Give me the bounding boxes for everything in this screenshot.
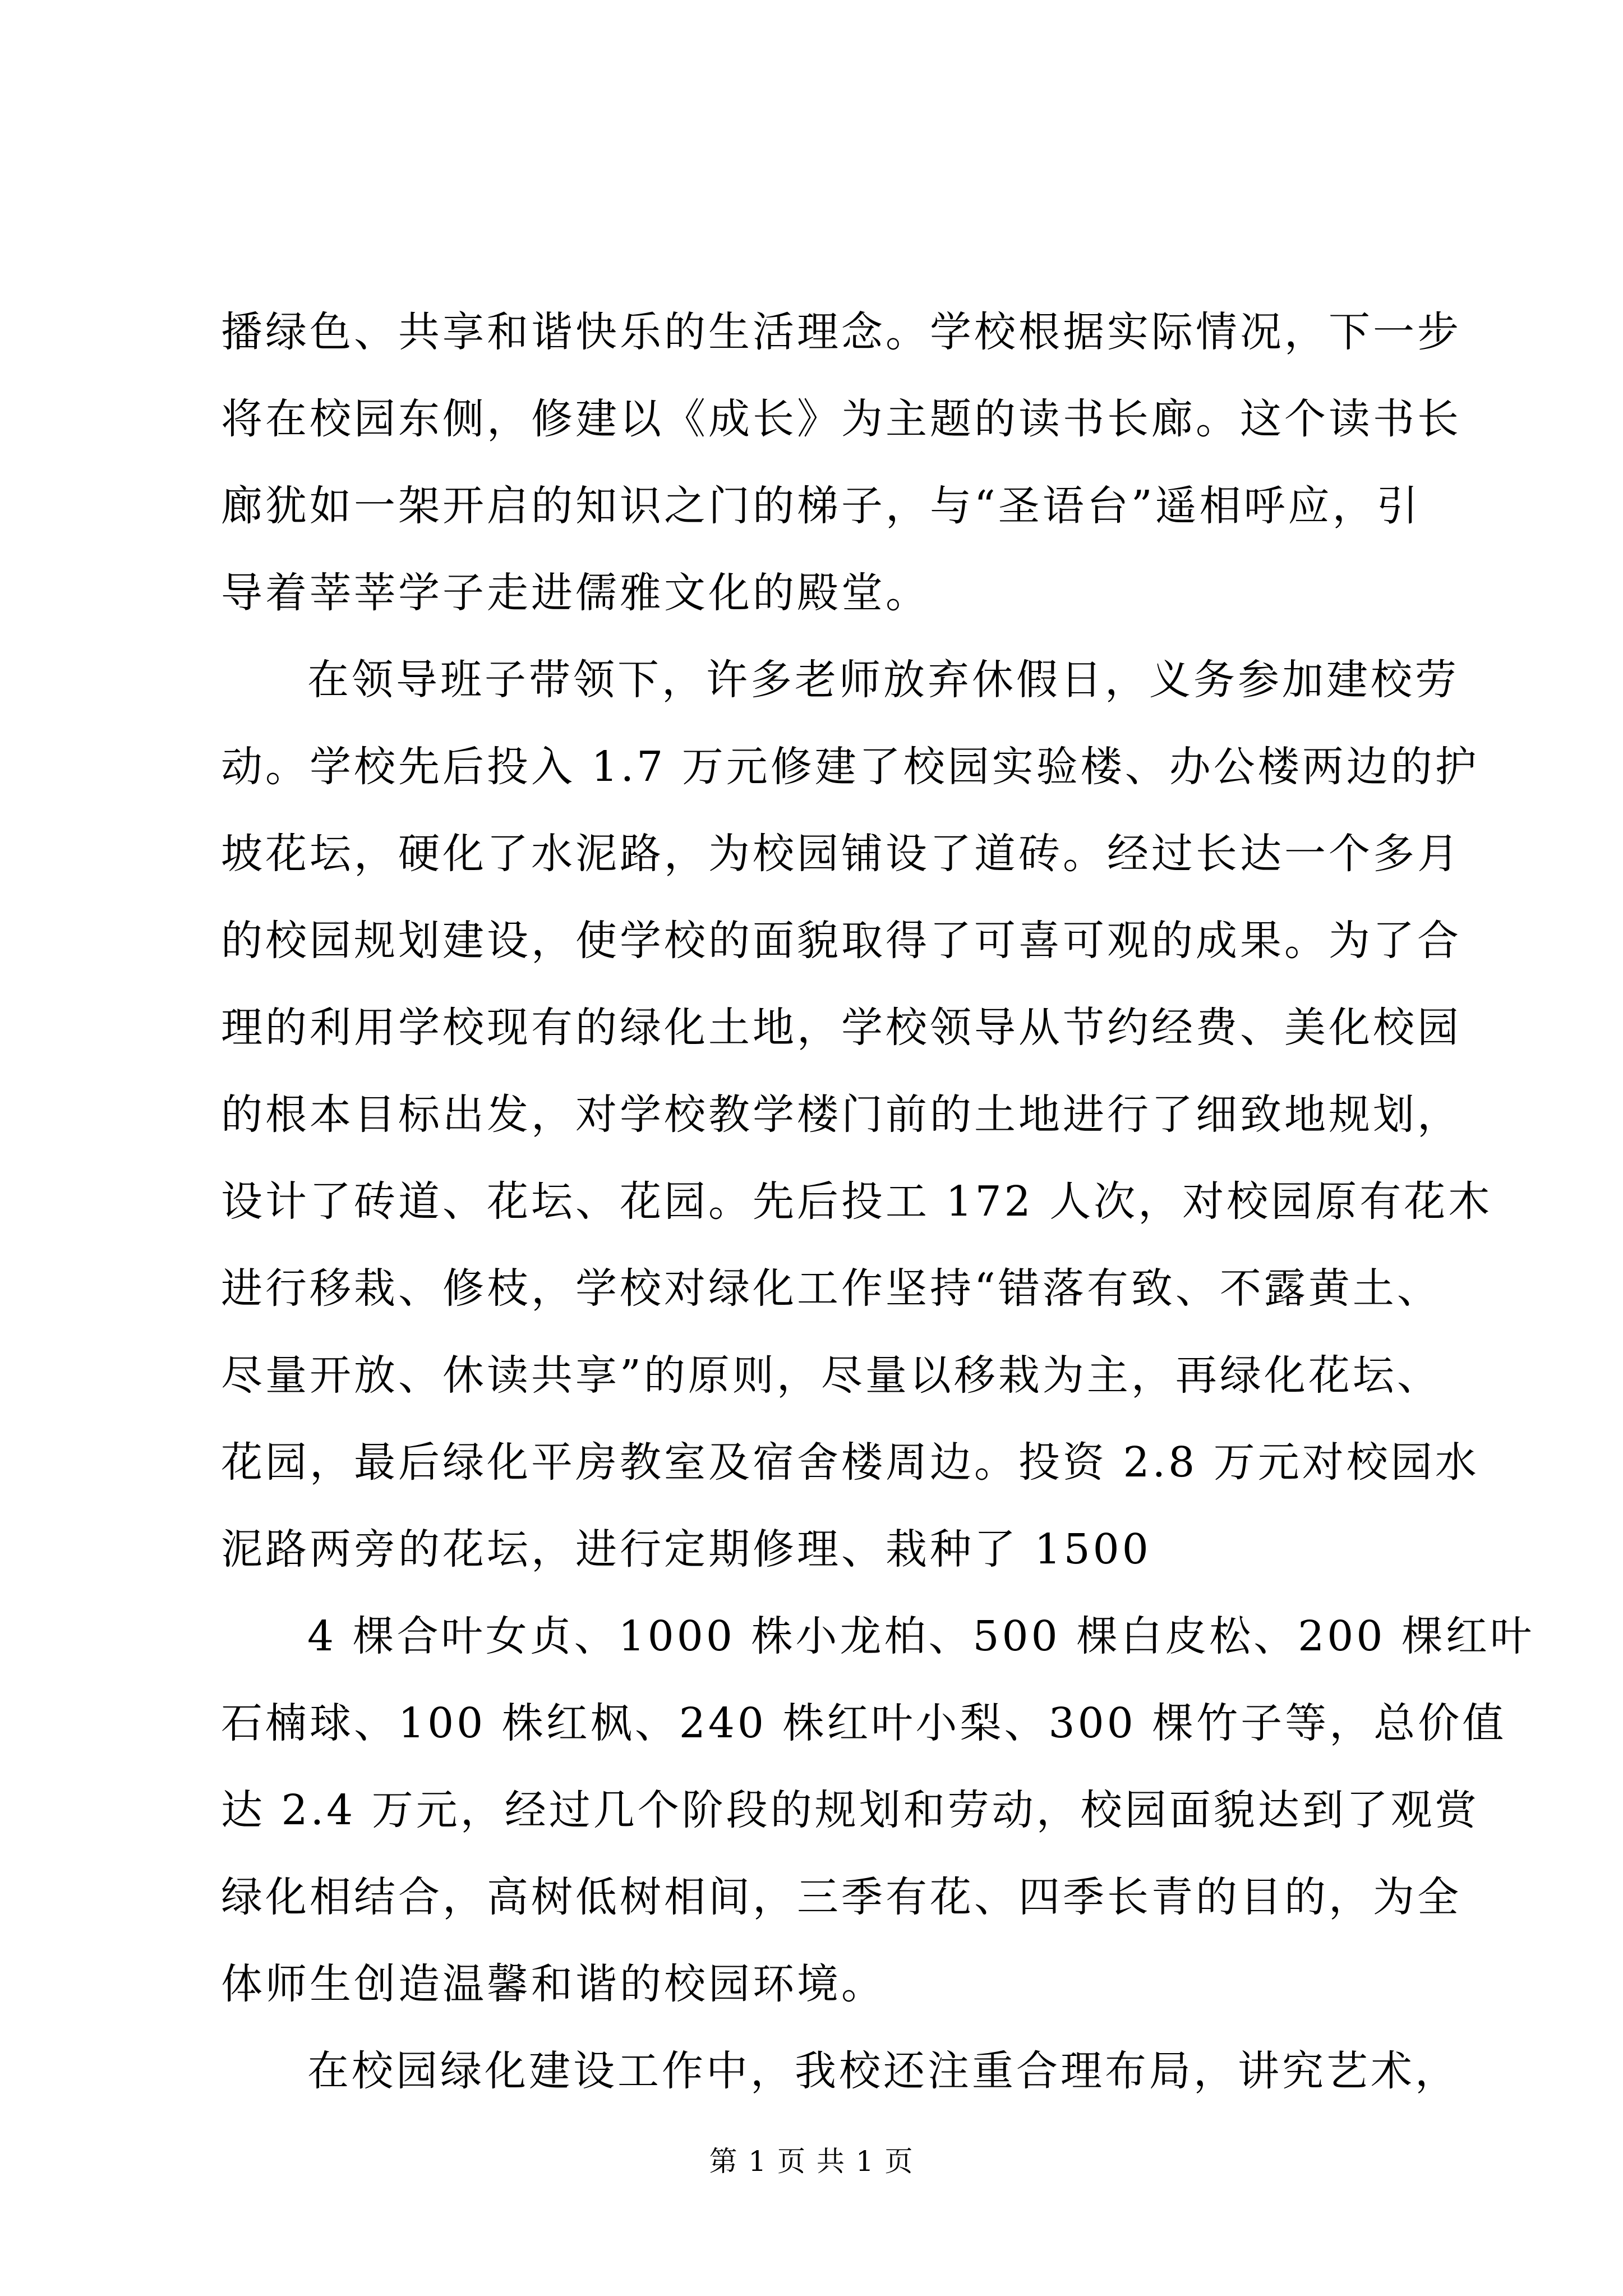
text-line: 理的利用学校现有的绿化土地，学校领导从节约经费、美化校园 <box>221 1004 1461 1052</box>
text-line: 达 2.4 万元，经过几个阶段的规划和劳动，校园面貌达到了观赏 <box>221 1786 1479 1834</box>
paragraph-first-line: 在领导班子带领下，许多老师放弃休假日，义务参加建校劳 <box>307 656 1459 704</box>
text-line: 廊犹如一架开启的知识之门的梯子，与“圣语台”遥相呼应，引 <box>221 482 1421 530</box>
text-line: 的校园规划建设，使学校的面貌取得了可喜可观的成果。为了合 <box>221 917 1461 965</box>
text-line: 播绿色、共享和谐快乐的生活理念。学校根据实际情况，下一步 <box>221 308 1461 356</box>
text-line: 花园，最后绿化平房教室及宿舍楼周边。投资 2.8 万元对校园水 <box>221 1438 1479 1487</box>
text-line: 泥路两旁的花坛，进行定期修理、栽种了 1500 <box>221 1525 1151 1573</box>
text-line: 将在校园东侧，修建以《成长》为主题的读书长廊。这个读书长 <box>221 395 1461 443</box>
text-line: 进行移栽、修枝，学校对绿化工作坚持“错落有致、不露黄土、 <box>221 1264 1441 1313</box>
text-line: 体师生创造温馨和谐的校园环境。 <box>221 1960 886 2008</box>
text-line: 尽量开放、休读共享”的原则，尽量以移栽为主，再绿化花坛、 <box>221 1351 1441 1400</box>
text-line: 设计了砖道、花坛、花园。先后投工 172 人次，对校园原有花木 <box>221 1177 1493 1226</box>
text-line: 石楠球、100 株红枫、240 株红叶小梨、300 棵竹子等，总价值 <box>221 1699 1507 1747</box>
paragraph-first-line: 在校园绿化建设工作中，我校还注重合理布局，讲究艺术， <box>307 2047 1459 2095</box>
text-line: 绿化相结合，高树低树相间，三季有花、四季长青的目的，为全 <box>221 1873 1461 1921</box>
text-line: 坡花坛，硬化了水泥路，为校园铺设了道砖。经过长达一个多月 <box>221 830 1461 878</box>
page-footer: 第 1 页 共 1 页 <box>709 2145 914 2178</box>
text-line: 动。学校先后投入 1.7 万元修建了校园实验楼、办公楼两边的护 <box>221 743 1479 791</box>
text-line: 导着莘莘学子走进儒雅文化的殿堂。 <box>221 569 930 617</box>
text-line: 的根本目标出发，对学校教学楼门前的土地进行了细致地规划， <box>221 1091 1461 1139</box>
paragraph-first-line: 4 棵合叶女贞、1000 株小龙柏、500 棵白皮松、200 棵红叶 <box>307 1612 1534 1660</box>
